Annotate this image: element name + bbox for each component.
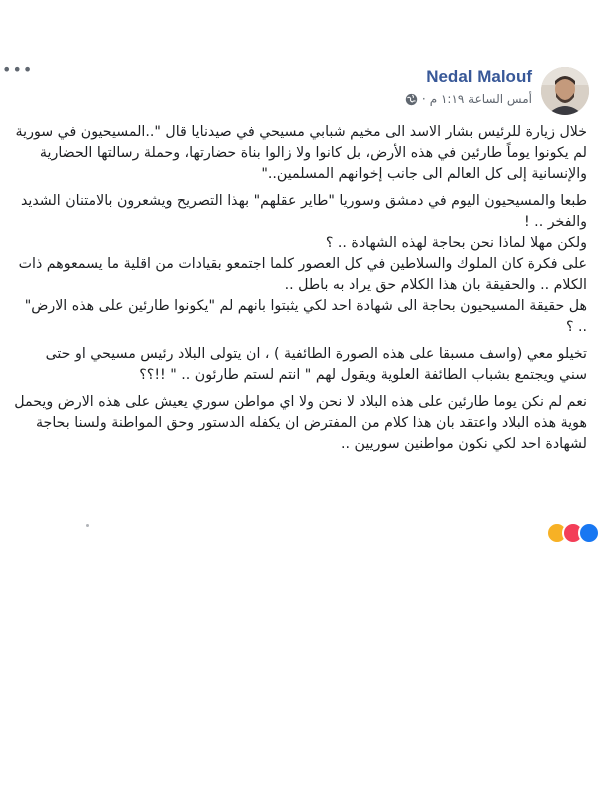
avatar[interactable]	[541, 67, 589, 115]
globe-icon[interactable]	[405, 93, 418, 106]
divider-dot	[86, 524, 89, 527]
post-paragraph: على فكرة كان الملوك والسلاطين في كل العصور كلما اجتمعو بقيادات من اقلية ما يسمعوهم ذات الكلام .. والحقيقة بان هذا الكلام حق يراد به باطل ..	[18, 256, 587, 293]
post-paragraph: ولكن مهلا لماذا نحن بحاجة لهذه الشهادة .. ؟	[325, 235, 587, 251]
post-paragraph: تخيلو معي (واسف مسبقا على هذه الصورة الطائفية ) ، ان يتولى البلاد رئيس مسيحي او حتى سني ويجتمع بشباب الطائفة العلوية ويقول لهم " انتم لستم طارئون .. " !!؟؟	[45, 346, 587, 383]
like-reaction-icon[interactable]	[578, 522, 600, 544]
post-meta	[405, 92, 532, 106]
post-paragraph: هل حقيقة المسيحيون بحاجة الى شهادة احد لكي يثبتوا بانهم لم "يكونوا طارئين على هذه الارض" .. ؟	[24, 298, 587, 335]
profile-photo	[541, 67, 589, 115]
post-paragraph: خلال زيارة للرئيس بشار الاسد الى مخيم شبابي مسيحي في صيدنايا قال "..المسيحيون في سورية لم يكونوا يوماً طارئين في هذه الأرض، بل كانوا ولا زالوا بناة حضارتها، وحملة رسالتها الحضارية والإنسانية إلى كل العالم الى جانب إخوانهم المسلمين.."	[15, 124, 587, 182]
reaction-icons[interactable]	[552, 522, 600, 544]
meta-separator: ·	[421, 92, 426, 106]
post-timestamp[interactable]: أمس الساعة ١:١٩ م	[429, 92, 532, 106]
more-options-icon[interactable]: •••	[2, 60, 34, 79]
post-text	[14, 122, 587, 461]
post-paragraph: طبعا والمسيحيون اليوم في دمشق وسوريا "طاير عقلهم" بهذا التصريح ويشعرون بالامتنان الشديد والفخر .. !	[20, 193, 587, 230]
author-name[interactable]: Nedal Malouf	[426, 67, 532, 86]
post-paragraph: نعم لم نكن يوما طارئين على هذه البلاد لا نحن ولا اي مواطن سوري يعيش على هذه الارض ويحمل هوية هذه البلاد واعتقد بان هذا كلام من المفترض ان يكفله الدستور وحق المواطنة ولسنا بحاجة لشهادة احد لكي نكون مواطنين سوريين ..	[14, 394, 587, 452]
